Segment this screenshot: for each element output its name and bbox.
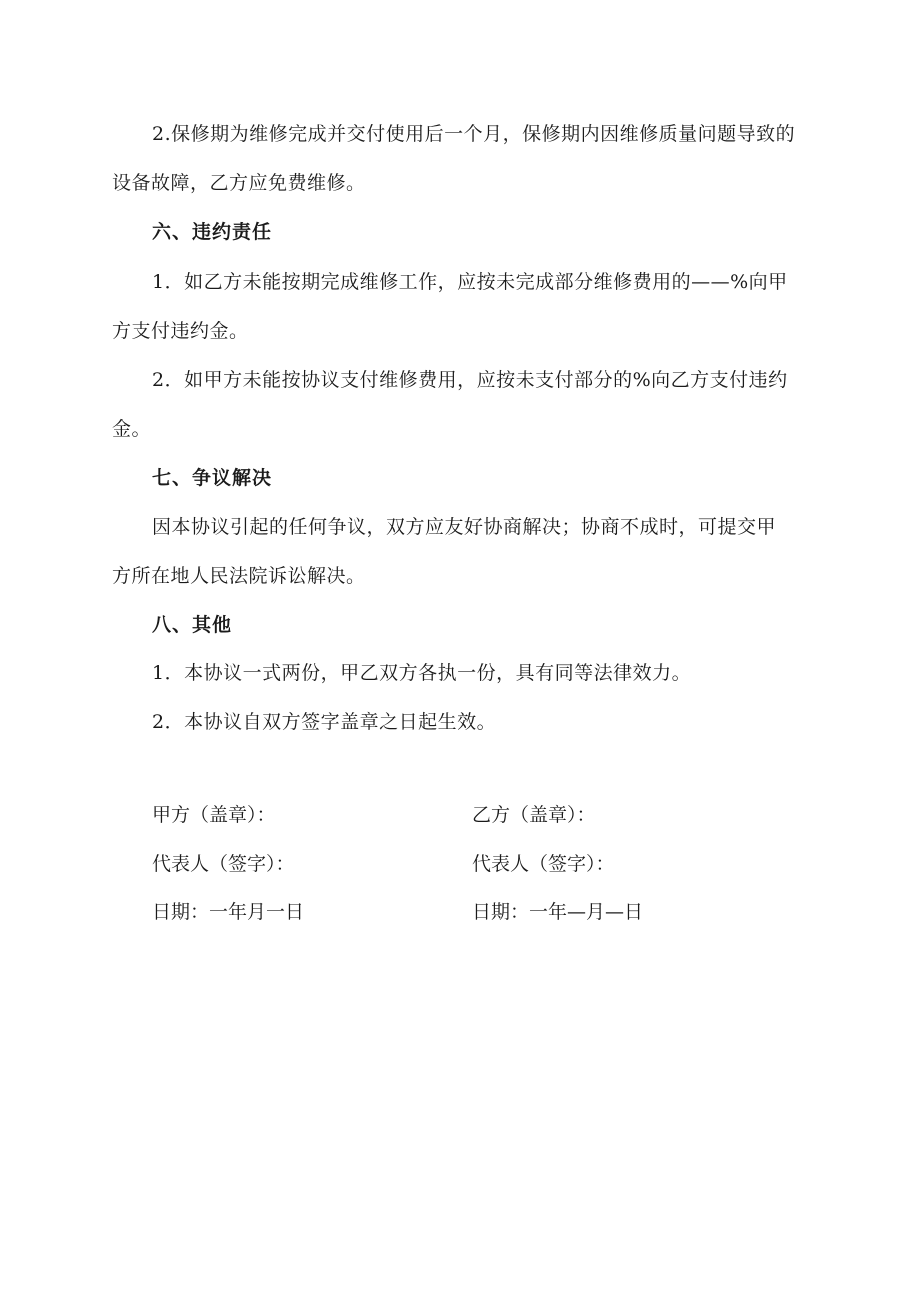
other-heading: 八、其他: [152, 614, 233, 636]
dispute-text-line-2: 方所在地人民法院诉讼解决。: [112, 565, 366, 587]
breach-item-2-line-1: 2．如甲方未能按协议支付维修费用，应按未支付部分的%向乙方支付违约: [152, 369, 788, 391]
dispute-text-line-1: 因本协议引起的任何争议，双方应友好协商解决；协商不成时，可提交甲: [152, 516, 777, 538]
party-b-seal-label: 乙方（盖章）：: [472, 804, 596, 826]
warranty-item-2-line-1: 2.保修期为维修完成并交付使用后一个月，保修期内因维修质量问题导致的: [152, 123, 796, 145]
breach-item-2-line-2: 金。: [112, 418, 152, 440]
party-a-date-label: 日期：一年月一日: [152, 901, 305, 923]
breach-item-1-line-1: 1．如乙方未能按期完成维修工作，应按未完成部分维修费用的——%向甲: [152, 271, 788, 293]
party-b-date-label: 日期：一年—月—日: [472, 901, 644, 923]
breach-item-1-line-2: 方支付违约金。: [112, 320, 249, 342]
dispute-heading: 七、争议解决: [152, 467, 273, 489]
party-a-representative-label: 代表人（签字）：: [152, 853, 295, 875]
other-item-1: 1．本协议一式两份，甲乙双方各执一份，具有同等法律效力。: [152, 662, 692, 684]
party-b-representative-label: 代表人（签字）：: [472, 853, 615, 875]
warranty-item-2-line-2: 设备故障，乙方应免费维修。: [112, 172, 366, 194]
other-item-2: 2．本协议自双方签字盖章之日起生效。: [152, 711, 497, 733]
breach-heading: 六、违约责任: [152, 221, 273, 243]
party-a-seal-label: 甲方（盖章）：: [152, 804, 276, 826]
